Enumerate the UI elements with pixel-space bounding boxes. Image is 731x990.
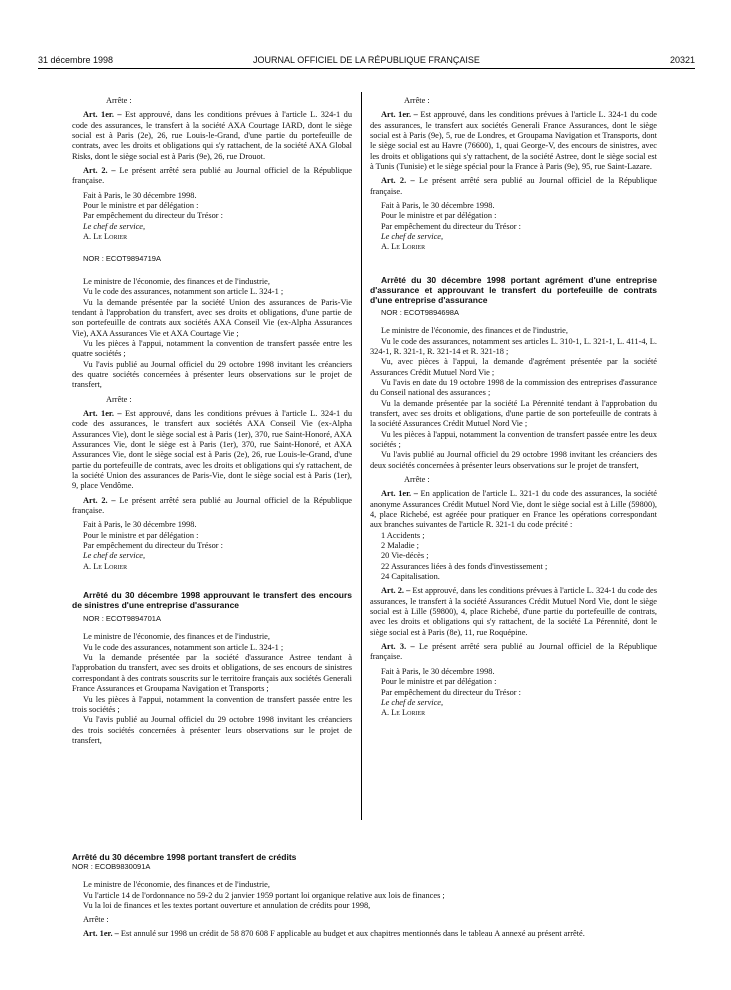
article-1: Art. 1er. – Est annulé sur 1998 un crédit de 58 870 608 F applicable au budget et aux chapitres mentionnés dans le tableau A annexé au présent arrêté. bbox=[83, 928, 585, 938]
article-2: Art. 2. – Le présent arrêté sera publié au Journal officiel de la République française. bbox=[72, 166, 352, 186]
signature-name: A. Le Lorier bbox=[381, 708, 426, 718]
article-1: Art. 1er. – En application de l'article L. 321-1 du code des assurances, la société anonyme Assurances Crédit Mutuel Nord Vie, dont le siège social est à Lille (59800), 4, place Richebé, est agréée pour pratiquer en France les opérations correspondant aux branches suivantes de l'article R. 321-1 du code précité : bbox=[370, 489, 657, 530]
header-journal-title: JOURNAL OFFICIEL DE LA RÉPUBLIQUE FRANÇAISE bbox=[253, 55, 480, 65]
arrete-label: Arrête : bbox=[404, 96, 430, 105]
list-item: 22 Assurances liées à des fonds d'investissement ; bbox=[381, 561, 548, 571]
article-number: Art. 1er. – bbox=[381, 489, 418, 499]
visa-paragraph: Vu l'avis publié au Journal officiel du 29 octobre 1998 invitant les créanciers des trois sociétés concernées à présenter leurs observations sur le projet de transfert, bbox=[72, 715, 352, 745]
article-number: Art. 1er. – bbox=[381, 110, 418, 120]
visa-paragraph: Vu le code des assurances, notamment son article L. 324-1 ; bbox=[83, 287, 284, 297]
visa-paragraph: Le ministre de l'économie, des finances et de l'industrie, bbox=[381, 326, 568, 336]
decree-title: Arrêté du 30 décembre 1998 approuvant le transfert des encours de sinistres d'une entreprise d'assurance bbox=[72, 590, 352, 611]
visa-paragraph: Vu l'avis en date du 19 octobre 1998 de la commission des entreprises d'assurance du Conseil national des assurances ; bbox=[370, 377, 657, 398]
visa-paragraph: Le ministre de l'économie, des finances et de l'industrie, bbox=[83, 632, 270, 642]
fait-a-paris: Fait à Paris, le 30 décembre 1998. bbox=[83, 520, 197, 530]
fait-a-paris: Fait à Paris, le 30 décembre 1998. bbox=[83, 190, 197, 200]
signature-name: A. Le Lorier bbox=[381, 242, 426, 252]
signature-role: Le chef de service, bbox=[381, 697, 444, 707]
signature-line-1: Pour le ministre et par délégation : bbox=[381, 677, 497, 687]
branch-list bbox=[370, 531, 657, 583]
decree-title: Arrêté du 30 décembre 1998 portant transfert de crédits bbox=[72, 852, 297, 862]
article-1: Art. 1er. – Est approuvé, dans les conditions prévues à l'article L. 324-1 du code des assurances, le transfert à la société AXA Courtage IARD, dont le siège social est à Paris (2e), 26, rue Louis-le-Grand, d'une partie du portefeuille de contrats, avec les droits et obligations qui s'y rattachent, de la société AXA Global Risks, dont le siège social est à Paris (9e), 26, rue Drouot. bbox=[72, 110, 352, 161]
article-number: Art. 1er. – bbox=[83, 110, 122, 120]
visa-paragraph: Vu, avec pièces à l'appui, la demande d'agrément présentée par la société Assurances Crédit Mutuel Nord Vie ; bbox=[370, 357, 657, 377]
nor-reference: NOR : ECOT9894698A bbox=[381, 307, 459, 317]
right-column bbox=[370, 96, 657, 719]
visa-paragraph: Vu la demande présentée par la société La Pérennité tendant à l'approbation du transfert, avec ses droits et obligations, d'une partie de son portefeuille de contrats à la société Assurances Crédit Mutuel Nord Vie ; bbox=[370, 398, 657, 429]
article-3: Art. 3. – Le présent arrêté sera publié au Journal officiel de la République française. bbox=[370, 642, 657, 662]
nor-reference: NOR : ECOT9894701A bbox=[83, 614, 161, 624]
visa-paragraph: Vu la loi de finances et les textes portant ouverture et annulation de crédits pour 1998, bbox=[83, 901, 371, 911]
visa-paragraph: Le ministre de l'économie, des finances et de l'industrie, bbox=[83, 880, 270, 890]
left-column bbox=[72, 96, 352, 746]
header-page-number: 20321 bbox=[669, 55, 695, 65]
visa-paragraph: Vu l'avis publié au Journal officiel du 29 octobre 1998 invitant les créanciers des quatre sociétés concernées à présenter leurs observations sur le projet de transfert, bbox=[72, 359, 352, 390]
column-divider bbox=[361, 92, 362, 820]
decree-title: Arrêté du 30 décembre 1998 portant agrément d'une entreprise d'assurance et approuvant le transfert du portefeuille de contrats d'une entreprise d'assurance bbox=[370, 274, 657, 305]
signature-role: Le chef de service, bbox=[83, 221, 146, 231]
header-date: 31 décembre 1998 bbox=[38, 55, 114, 65]
signature-line-1: Pour le ministre et par délégation : bbox=[83, 201, 199, 211]
article-1: Art. 1er. – Est approuvé, dans les conditions prévues à l'article L. 324-1 du code des assurances, le transfert aux sociétés AXA Conseil Vie (ex-Alpha Assurances Vie), dont le siège social est à Paris (1er), 370, rue Saint-Honoré, AXA Assurances Vie, dont le siège est à Paris (1er), 370, rue Saint-Honoré, et AXA Assurances Vie, dont le siège social est à Paris (2e), 26, rue Louis-le-Grand, d'une partie du portefeuille de contrats, avec les droits et obligations qui s'y rattachent, de la société Union des assurances de Paris-Vie, dont le siège social est à Paris (1er), 9, place Vendôme. bbox=[72, 408, 352, 491]
signature-line-2: Par empêchement du directeur du Trésor : bbox=[381, 687, 521, 697]
signature-name: A. Le Lorier bbox=[83, 232, 128, 242]
article-number: Art. 2. – bbox=[83, 166, 116, 176]
visa-paragraph: Vu la demande présentée par la société d'assurance Astree tendant à l'approbation du transfert, avec ses droits et obligations, de ses encours de sinistres correspondant à des contrats souscrits sur le territoire français aux sociétés Generali France Assurances et Groupama Navigation et Transports ; bbox=[72, 653, 352, 694]
article-2: Art. 2. – Le présent arrêté sera publié au Journal officiel de la République française. bbox=[370, 176, 657, 196]
signature-line-1: Pour le ministre et par délégation : bbox=[381, 211, 497, 221]
arrete-label: Arrête : bbox=[83, 915, 109, 925]
bottom-section bbox=[72, 852, 658, 939]
article-number: Art. 2. – bbox=[83, 495, 116, 505]
visa-paragraph: Vu l'article 14 de l'ordonnance no 59-2 du 2 janvier 1959 portant loi organique relative aux lois de finances ; bbox=[83, 890, 445, 900]
article-2: Art. 2. – Le présent arrêté sera publié au Journal officiel de la République française. bbox=[72, 495, 352, 516]
article-2: Art. 2. – Est approuvé, dans les conditions prévues à l'article L. 324-1 du code des assurances, le transfert à la société Assurances Crédit Mutuel Nord Vie, dont le siège social est à Lille (59800), 4, place Richebé, d'une partie du portefeuille de contrats, avec les droits et obligations qui s'y rattachent, de la société La Pérennité, dont le siège social est à Paris (8e), 11, rue Roquépine. bbox=[370, 586, 657, 637]
list-item: 1 Accidents ; bbox=[381, 530, 425, 540]
signature-name: A. Le Lorier bbox=[83, 561, 128, 571]
header-rule bbox=[38, 68, 695, 69]
article-number: Art. 2. – bbox=[381, 586, 411, 596]
signature-line-2: Par empêchement du directeur du Trésor : bbox=[381, 221, 521, 231]
signature-role: Le chef de service, bbox=[83, 551, 146, 561]
visa-paragraph: Le ministre de l'économie, des finances et de l'industrie, bbox=[83, 276, 270, 286]
signature-role: Le chef de service, bbox=[381, 232, 444, 242]
article-number: Art. 2. – bbox=[381, 176, 415, 186]
list-item: 24 Capitalisation. bbox=[381, 572, 440, 582]
nor-reference: NOR : ECOB9830091A bbox=[72, 862, 151, 871]
nor-reference: NOR : ECOT9894719A bbox=[83, 254, 161, 264]
arrete-label: Arrête : bbox=[106, 96, 132, 105]
signature-line-1: Pour le ministre et par délégation : bbox=[83, 530, 199, 540]
signature-line-2: Par empêchement du directeur du Trésor : bbox=[83, 541, 223, 551]
list-item: 2 Maladie ; bbox=[381, 541, 419, 551]
article-number: Art. 1er. – bbox=[83, 928, 119, 938]
visa-paragraph: Vu le code des assurances, notamment ses articles L. 310-1, L. 321-1, L. 411-4, L. 324-1, R. 321-1, R. 321-14 et R. 321-18 ; bbox=[370, 336, 657, 356]
visa-paragraph: Vu la demande présentée par la société Union des assurances de Paris-Vie tendant à l'approbation du transfert, avec ses droits et obligations, d'une partie de son portefeuille de contrats aux sociétés AXA Conseil Vie (ex-Alpha Assurances Vie), AXA Assurances Vie et AXA Courtage Vie ; bbox=[72, 297, 352, 338]
arrete-label: Arrête : bbox=[106, 394, 132, 404]
visa-paragraph: Vu le code des assurances, notamment son article L. 324-1 ; bbox=[83, 642, 284, 652]
visa-paragraph: Vu l'avis publié au Journal officiel du 29 octobre 1998 invitant les créanciers des deux sociétés concernées à présenter leurs observations sur le projet de transfert, bbox=[370, 450, 657, 470]
article-1: Art. 1er. – Est approuvé, dans les conditions prévues à l'article L. 324-1 du code des assurances, le transfert aux sociétés Generali France Assurances, dont le siège social est à Paris (9e), 5, rue de Londres, et Groupama Navigation et Transports, dont le siège social est au Havre (76600), 1, quai George-V, des encours de sinistres, avec les droits et obligations qui s'y rattachent, de la société Astree, dont le siège social est à Tunis (Tunisie) et le siège spécial pour la France à Paris (9e), 95, rue Saint-Lazare. bbox=[370, 110, 657, 172]
signature-line-2: Par empêchement du directeur du Trésor : bbox=[83, 211, 223, 221]
fait-a-paris: Fait à Paris, le 30 décembre 1998. bbox=[381, 666, 495, 676]
list-item: 20 Vie-décès ; bbox=[381, 551, 429, 561]
fait-a-paris: Fait à Paris, le 30 décembre 1998. bbox=[381, 201, 495, 211]
running-header bbox=[38, 55, 695, 69]
visa-paragraph: Vu les pièces à l'appui, notamment la convention de transfert passée entre les deux sociétés ; bbox=[370, 429, 657, 449]
article-number: Art. 1er. – bbox=[83, 408, 122, 418]
article-number: Art. 3. – bbox=[381, 642, 415, 652]
visa-paragraph: Vu les pièces à l'appui, notamment la convention de transfert passée entre les trois sociétés ; bbox=[72, 694, 352, 714]
visa-paragraph: Vu les pièces à l'appui, notamment la convention de transfert passée entre les quatre sociétés ; bbox=[72, 338, 352, 359]
arrete-label: Arrête : bbox=[404, 474, 430, 484]
